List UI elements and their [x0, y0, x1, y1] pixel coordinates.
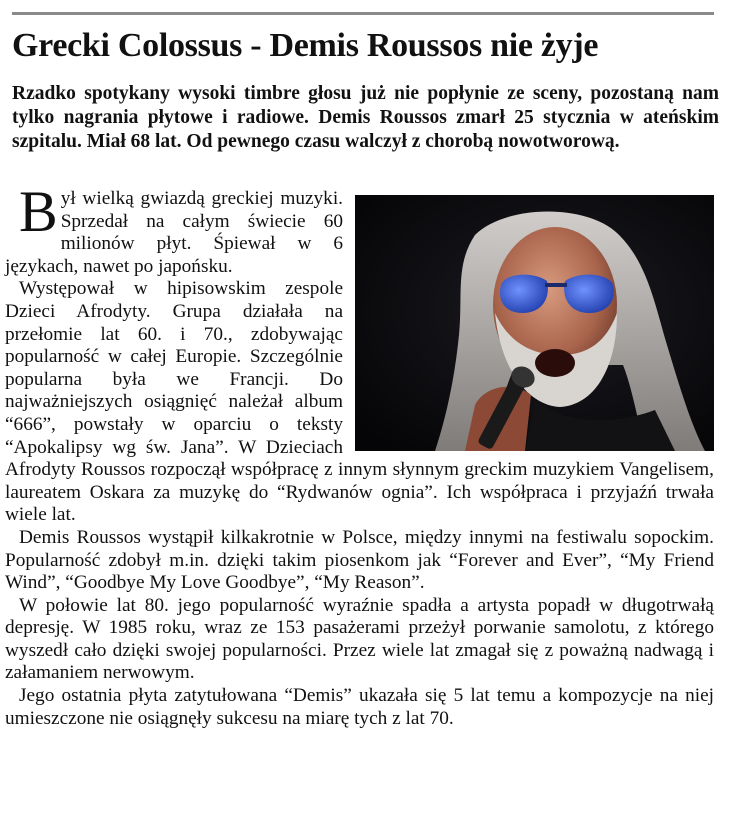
- singer-photo-image: [355, 195, 714, 451]
- top-rule: [12, 12, 714, 15]
- paragraph-4: W połowie lat 80. jego popularność wyraźnie spadła a artysta popadł w długotrwałą depresję. W 1985 roku, wraz ze 153 pasażerami przeżył porwanie samolotu, z którego wyszedł cało dzięki swojej popularności. Przez wiele lat zmagał się z poważną nadwagą i załamaniem nerwowym.: [5, 594, 714, 684]
- article-body: [5, 179, 714, 730]
- paragraph-2: Występował w hipisowskim zespole Dzieci Afrodyty. Grupa działała na przełomie lat 60. i 70., zdobywając popularność w całej Europie. Szczególnie popularna była we Francji. Do najważniejszych osiągnięć należał album “666”, powstały w oparciu o teksty “Apokalipsy wg św. Jana”. W Dzieciach Afrodyty Roussos rozpoczął współpracę z innym słynnym greckim muzykiem Vangelisem, laureatem Oskara za muzykę do “Rydwanów ognia”. Ich współpraca i przyjaźń trwała wiele lat.: [5, 278, 714, 526]
- drop-cap: B: [19, 179, 58, 244]
- paragraph-1-text: ył wielką gwiazdą greckiej muzyki. Sprzedał na całym świecie 60 milionów płyt. Śpiewał w 6 językach, nawet po japońsku.: [5, 188, 343, 277]
- article-headline: Grecki Colossus - Demis Roussos nie żyje: [12, 27, 599, 64]
- paragraph-3: Demis Roussos wystąpił kilkakrotnie w Polsce, między innymi na festiwalu sopockim. Popularność zdobył m.in. dzięki takim piosenkom jak “Forever and Ever”, “My Friend Wind”, “Goodbye My Love Goodbye”, “My Reason”.: [5, 526, 714, 594]
- article-lead: Rzadko spotykany wysoki timbre głosu już nie popłynie ze sceny, pozostaną nam tylko nagrania płytowe i radiowe. Demis Roussos zmarł 25 stycznia w ateńskim szpitalu. Miał 68 lat. Od pewnego czasu walczył z chorobą nowotworową.: [12, 83, 719, 152]
- singer-photo: [355, 195, 714, 451]
- paragraph-5: Jego ostatnia płyta zatytułowana “Demis” ukazała się 5 lat temu a kompozycje na niej umieszczone nie osiągnęły sukcesu na miarę tych z lat 70.: [5, 685, 714, 729]
